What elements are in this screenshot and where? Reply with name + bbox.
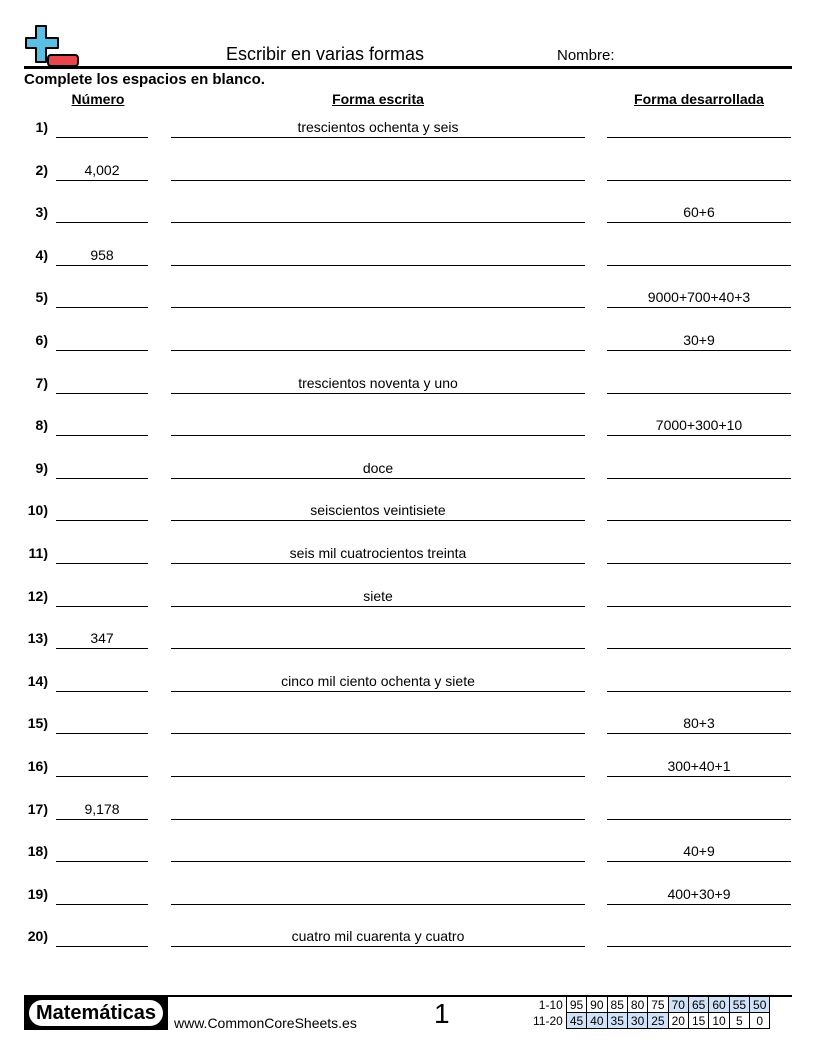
number-blank[interactable] [56,667,148,692]
number-blank[interactable] [56,837,148,862]
problem-row [0,624,816,654]
written-form-blank[interactable] [171,709,585,734]
problem-number: 16) [27,758,48,774]
worksheet-title: Escribir en varias formas [226,44,425,64]
problem-row [0,922,816,952]
problem-number: 19) [27,885,48,902]
problem-row [0,667,816,697]
expanded-form-blank[interactable]: 80+3 [607,709,791,734]
number-blank[interactable] [56,283,148,308]
score-cell: 20 [668,1013,688,1029]
number-blank[interactable] [56,411,148,436]
problem-number: 10) [27,502,48,519]
written-form-blank[interactable] [171,156,585,181]
problem-number: 8) [35,417,48,434]
written-form-blank[interactable] [171,326,585,351]
written-form-blank[interactable]: doce [171,454,585,479]
score-cell: 55 [729,997,749,1013]
problem-number: 1) [35,119,48,135]
problem-number: 7) [35,374,48,391]
written-form-blank[interactable]: seiscientos veintisiete [171,496,585,521]
score-cell: 40 [587,1013,607,1029]
problem-row [0,411,816,441]
expanded-form-blank[interactable]: 7000+300+10 [607,411,791,436]
problem-number: 12) [27,587,48,604]
score-cell: 45 [566,1013,586,1029]
brand-logo [24,997,168,1030]
score-cell: 10 [709,1013,729,1029]
problem-number: 15) [27,715,48,732]
number-blank[interactable] [56,496,148,521]
page-number: 1 [434,998,450,1029]
problem-number: 14) [27,672,48,689]
problem-row [0,752,816,782]
number-blank[interactable] [56,752,148,777]
written-form-blank[interactable] [171,752,585,777]
expanded-form-blank[interactable] [607,922,791,947]
written-form-blank[interactable]: trescientos ochenta y seis [171,113,585,138]
number-blank[interactable] [56,582,148,607]
number-blank[interactable]: 958 [56,241,148,266]
problem-number: 18) [27,843,48,860]
number-blank[interactable] [56,709,148,734]
number-blank[interactable] [56,326,148,351]
number-blank[interactable] [56,539,148,564]
problem-number: 13) [27,630,48,647]
number-blank[interactable] [56,454,148,479]
score-cell: 35 [607,1013,627,1029]
problem-row [0,113,816,143]
written-form-blank[interactable] [171,795,585,820]
score-cell: 85 [607,997,627,1013]
written-form-blank[interactable]: cinco mil ciento ochenta y siete [171,667,585,692]
problem-row [0,369,816,399]
problem-number: 2) [35,161,48,178]
expanded-form-blank[interactable] [607,624,791,649]
expanded-form-blank[interactable]: 400+30+9 [607,880,791,905]
plus-minus-logo-icon [24,24,80,68]
problem-row [0,496,816,526]
number-blank[interactable] [56,113,148,138]
score-cell: 5 [729,1013,749,1029]
expanded-form-blank[interactable]: 30+9 [607,326,791,351]
score-range-label: 11-20 [533,1013,563,1028]
expanded-form-blank[interactable] [607,156,791,181]
score-cell: 65 [688,997,708,1013]
number-blank[interactable]: 347 [56,624,148,649]
problem-number: 17) [27,800,48,817]
score-cell: 60 [709,997,729,1013]
score-cell: 15 [688,1013,708,1029]
problem-row [0,709,816,739]
problem-row [0,582,816,612]
written-form-blank[interactable]: cuatro mil cuarenta y cuatro [171,922,585,947]
written-form-blank[interactable] [171,198,585,223]
problem-row [0,837,816,867]
problem-row [0,454,816,484]
problem-number: 6) [35,332,48,348]
expanded-form-blank[interactable] [607,667,791,692]
expanded-form-blank[interactable] [607,113,791,138]
number-blank[interactable]: 9,178 [56,795,148,820]
number-blank[interactable] [56,880,148,905]
problem-number: 11) [28,545,48,561]
score-cell: 95 [566,997,586,1013]
score-cell: 50 [750,997,770,1013]
written-form-blank[interactable]: trescientos noventa y uno [171,369,585,394]
written-form-blank[interactable] [171,837,585,862]
expanded-form-blank[interactable] [607,496,791,521]
expanded-form-blank[interactable] [607,582,791,607]
written-form-blank[interactable] [171,411,585,436]
expanded-form-blank[interactable] [607,241,791,266]
name-label: Nombre: [557,47,615,64]
problem-row [0,326,816,356]
brand-label: Matemáticas [29,1000,163,1026]
score-cell: 70 [668,997,688,1013]
number-blank[interactable] [56,922,148,947]
score-row [530,1013,770,1029]
expanded-form-blank[interactable] [607,454,791,479]
written-form-blank[interactable]: siete [171,582,585,607]
problem-row [0,880,816,910]
header-divider [24,66,792,69]
expanded-form-blank[interactable]: 300+40+1 [607,752,791,777]
expanded-form-blank[interactable]: 40+9 [607,837,791,862]
number-blank[interactable] [56,369,148,394]
expanded-form-blank[interactable] [607,795,791,820]
score-cell: 25 [648,1013,668,1029]
written-form-blank[interactable] [171,880,585,905]
score-cell: 30 [627,1013,647,1029]
score-range-label: 1-10 [538,997,563,1012]
column-header-written: Forma escrita [332,91,424,107]
written-form-blank[interactable]: seis mil cuatrocientos treinta [171,539,585,564]
site-url: www.CommonCoreSheets.es [174,1015,357,1031]
score-table [530,996,770,1029]
number-blank[interactable]: 4,002 [56,156,148,181]
problem-row [0,198,816,228]
score-cell: 80 [627,997,647,1013]
problem-row [0,241,816,271]
problem-row [0,539,816,569]
written-form-blank[interactable] [171,283,585,308]
number-blank[interactable] [56,198,148,223]
problem-row [0,795,816,825]
score-row [530,997,770,1013]
expanded-form-blank[interactable]: 9000+700+40+3 [607,283,791,308]
expanded-form-blank[interactable] [607,369,791,394]
problem-number: 5) [35,289,48,306]
column-header-expanded: Forma desarrollada [634,91,764,107]
problem-number: 3) [35,204,48,221]
written-form-blank[interactable] [171,241,585,266]
problem-number: 20) [27,928,48,945]
score-cell: 90 [587,997,607,1013]
score-cell: 0 [750,1013,770,1029]
problem-number: 9) [35,459,48,476]
expanded-form-blank[interactable] [607,539,791,564]
written-form-blank[interactable] [171,624,585,649]
column-header-number: Número [71,91,125,107]
problem-number: 4) [35,246,48,263]
problem-row [0,156,816,186]
score-cell: 75 [648,997,668,1013]
instructions: Complete los espacios en blanco. [24,71,265,88]
problem-row [0,283,816,313]
expanded-form-blank[interactable]: 60+6 [607,198,791,223]
